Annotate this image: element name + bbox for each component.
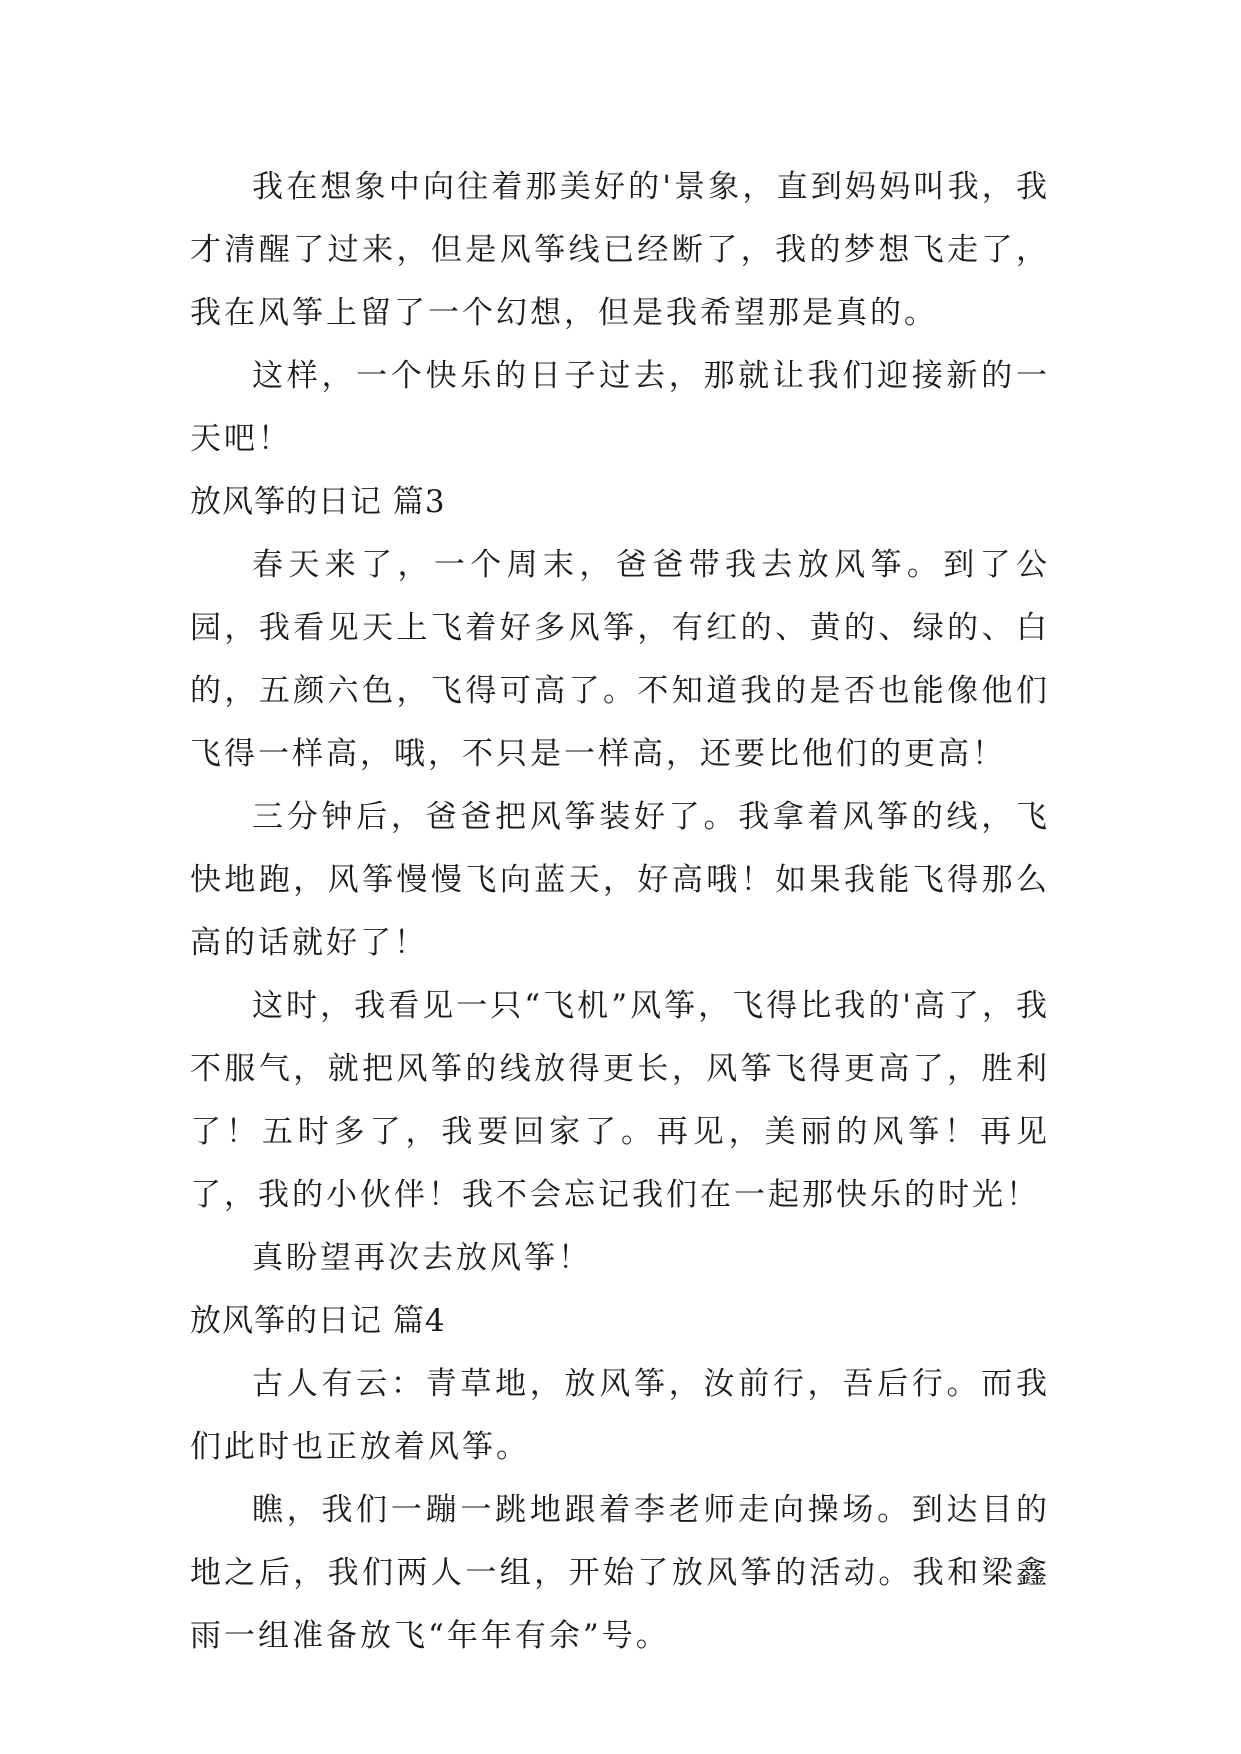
paragraph: 这时，我看见一只“飞机”风筝，飞得比我的'高了，我不服气，就把风筝的线放得更长，风筝飞得更高了，胜利了！五时多了，我要回家了。再见，美丽的风筝！再见了，我的小伙伴！我不会忘记我们在一起那快乐的时光！ (190, 988, 1050, 1213)
document-body (190, 156, 1050, 1668)
paragraph: 三分钟后，爸爸把风筝装好了。我拿着风筝的线，飞快地跑，风筝慢慢飞向蓝天，好高哦！如果我能飞得那么高的话就好了！ (190, 799, 1050, 961)
section-heading: 放风筝的日记 篇3 (190, 484, 446, 520)
paragraph: 古人有云：青草地，放风筝，汝前行，吾后行。而我们此时也正放着风筝。 (190, 1366, 1050, 1465)
paragraph: 瞧，我们一蹦一跳地跟着李老师走向操场。到达目的地之后，我们两人一组，开始了放风筝的活动。我和梁鑫雨一组准备放飞“年年有余”号。 (190, 1492, 1050, 1654)
paragraph: 我在想象中向往着那美好的'景象，直到妈妈叫我，我才清醒了过来，但是风筝线已经断了，我的梦想飞走了，我在风筝上留了一个幻想，但是我希望那是真的。 (190, 169, 1050, 331)
paragraph: 春天来了，一个周末，爸爸带我去放风筝。到了公园，我看见天上飞着好多风筝，有红的、黄的、绿的、白的，五颜六色，飞得可高了。不知道我的是否也能像他们飞得一样高，哦，不只是一样高，还要比他们的更高！ (190, 547, 1050, 772)
section-heading: 放风筝的日记 篇4 (190, 1303, 446, 1339)
paragraph: 这样，一个快乐的日子过去，那就让我们迎接新的一天吧！ (190, 358, 1050, 457)
paragraph: 真盼望再次去放风筝！ (252, 1240, 592, 1276)
